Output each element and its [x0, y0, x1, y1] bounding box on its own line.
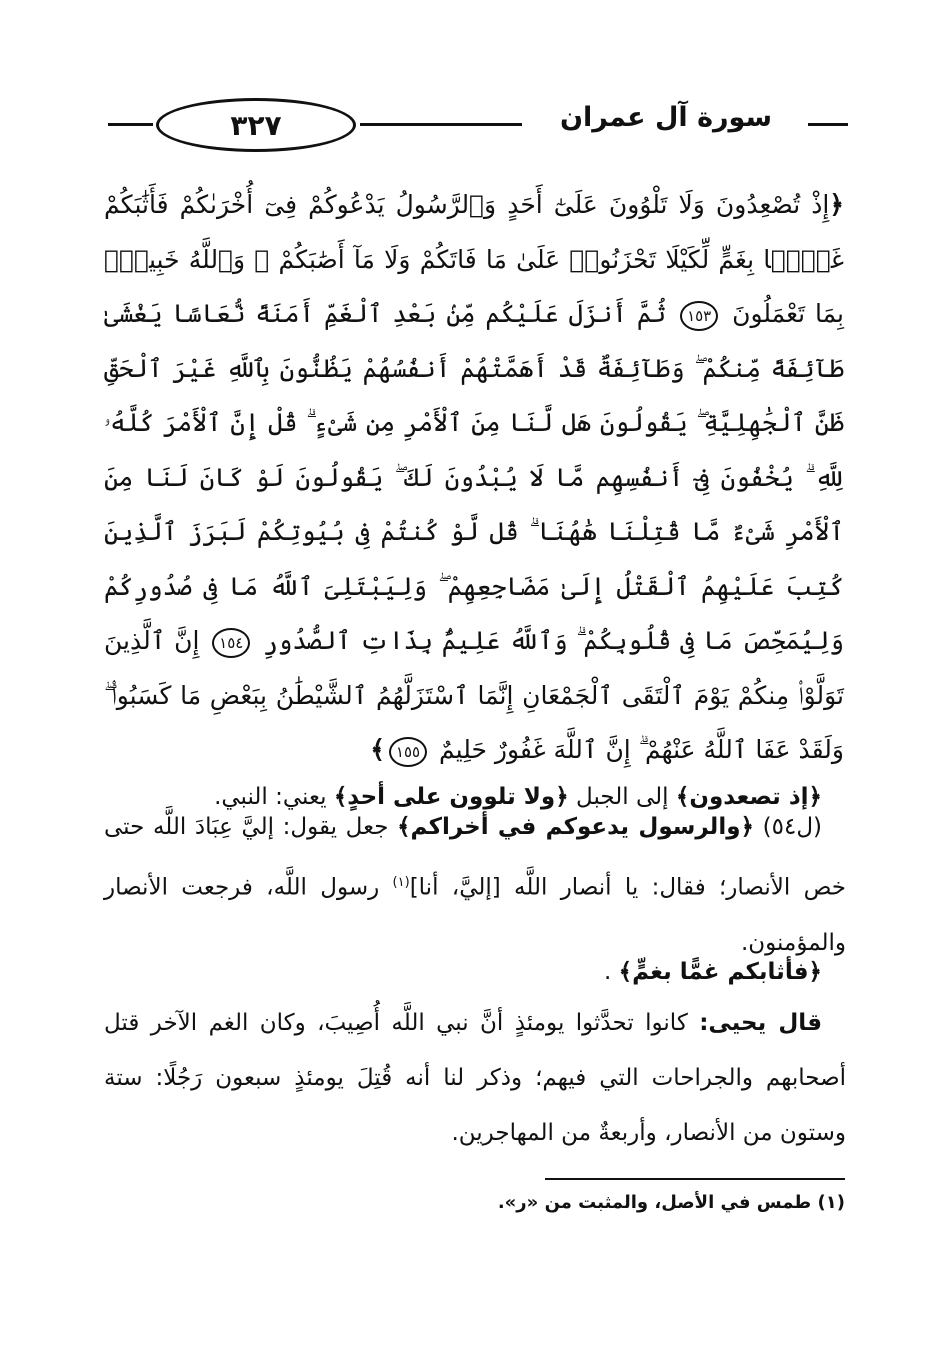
header-rule-right: [808, 123, 848, 126]
page-number: ٣٢٧: [156, 98, 356, 152]
page-header: [108, 92, 848, 162]
commentary-text: يعني: النبي.: [214, 784, 327, 810]
speaker-label: قال يحيى:: [699, 1010, 823, 1036]
commentary-text: جعل يقول: إليَّ عِبَادَ اللَّه حتى خص الأنصار؛ فقال: يا أنصار اللَّه [إليَّ، أنا]: [104, 814, 846, 901]
ayah-marker-153: ١٥٣: [680, 301, 718, 331]
footnote: [440, 1188, 845, 1218]
ayah-marker-154: ١٥٤: [212, 628, 250, 658]
commentary-text: إلى الجبل: [576, 784, 669, 810]
verse-155-text: إِنَّ ٱلَّذِينَ تَوَلَّوْا۟ مِنكُمْ يَوْمَ ٱلْتَقَى ٱلْجَمْعَانِ إِنَّمَا ٱسْتَزَلَّهُمُ ٱلشَّيْطَٰنُ بِبَعْضِ مَا كَسَبُوا۟ ۖ وَلَقَدْ عَفَا ٱللَّهُ عَنْهُمْ ۗ إِنَّ ٱللَّهَ غَفُورٌ حَلِيمٌ: [104, 626, 844, 764]
manuscript-reference: (ل٥٤): [762, 814, 823, 840]
quote-faathabakum: فأثابكم غمًّا بغمٍّ: [632, 959, 809, 985]
quran-verses: [104, 178, 844, 778]
footnote-text: طمس في الأصل، والمثبت من «ر».: [497, 1192, 812, 1213]
footnote-divider: [545, 1178, 845, 1180]
verse-153-text: إِذْ تُصْعِدُونَ وَلَا تَلْوُونَ عَلَىٰٓ أَحَدٍ وَٱلرَّسُولُ يَدْعُوكُمْ فِىٓ أُخْرَىٰكُمْ فَأَثَٰبَكُمْ غَمًّۢا بِغَمٍّ لِّكَيْلَا تَحْزَنُوا۟ عَلَىٰ مَا فَاتَكُمْ وَلَا مَآ أَصَٰبَكُمْ ۗ وَٱللَّهُ خَبِيرٌۢ بِمَا تَعْمَلُونَ: [104, 190, 844, 328]
commentary-paragraph-1: ﴿إذ تصعدون﴾ إلى الجبل ﴿ولا تلوون على أحدٍ﴾ يعني: النبي.: [214, 784, 822, 810]
quote-walrasul: والرسول يدعوكم في أخراكم: [410, 814, 741, 840]
commentary-paragraph-2: (ل٥٤) ﴿والرسول يدعوكم في أخراكم﴾ جعل يقول: إليَّ عِبَادَ اللَّه حتى خص الأنصار؛ فقال: يا أنصار اللَّه [إليَّ، أنا]$^{(١)}$ رسول اللَّه، فرجعت الأنصار والمؤمنون.: [104, 814, 846, 956]
close-bracket: ﴾: [370, 735, 385, 764]
footnote-reference: (١): [392, 875, 410, 890]
quote-idh-tusidun: إذ تصعدون: [689, 784, 809, 810]
surah-title: سورة آل عمران: [559, 102, 773, 133]
open-bracket: ﴿: [829, 190, 844, 219]
header-rule-left: [108, 123, 153, 126]
verse-154-text: ثُمَّ أَنزَلَ عَلَيْكُم مِّنۢ بَعْدِ ٱلْغَمِّ أَمَنَةً نُّعَاسًا يَغْشَىٰ طَآئِفَةً مِّنكُمْ ۖ وَطَآئِفَةٌ قَدْ أَهَمَّتْهُمْ أَنفُسُهُمْ يَظُنُّونَ بِٱللَّهِ غَيْرَ ٱلْحَقِّ ظَنَّ ٱلْجَٰهِلِيَّةِ ۖ يَقُولُونَ هَل لَّنَا مِنَ ٱلْأَمْرِ مِن شَىْءٍ ۗ قُلْ إِنَّ ٱلْأَمْرَ كُلَّهُۥ لِلَّهِ ۗ يُخْفُونَ فِىٓ أَنفُسِهِم مَّا لَا يُبْدُونَ لَكَ ۖ يَقُولُونَ لَوْ كَانَ لَنَا مِنَ ٱلْأَمْرِ شَىْءٌ مَّا قُتِلْنَا هَٰهُنَا ۗ قُل لَّوْ كُنتُمْ فِى بُيُوتِكُمْ لَبَرَزَ ٱلَّذِينَ كُتِبَ عَلَيْهِمُ ٱلْقَتْلُ إِلَىٰ مَضَاجِعِهِمْ ۖ وَلِيَبْتَلِىَ ٱللَّهُ مَا فِى صُدُورِكُمْ وَلِيُمَحِّصَ مَا فِى قُلُوبِكُمْ ۗ وَٱللَّهُ عَلِيمٌۢ بِذَاتِ ٱلصُّدُورِ: [104, 299, 844, 655]
ayah-marker-155: ١٥٥: [389, 737, 427, 767]
commentary-paragraph-4: [104, 996, 846, 1161]
footnote-marker: (١): [817, 1192, 845, 1213]
quote-wala-talwun: ولا تلوون على أحدٍ: [347, 784, 556, 810]
header-rule-middle: [360, 123, 522, 126]
commentary-text: .: [603, 959, 612, 985]
commentary-text: كانوا تحدَّثوا يومئذٍ أنَّ نبي اللَّه أُصِيبَ، وكان الغم الآخر قتل أصحابهم والجراحات التي فيهم؛ وذكر لنا أنه قُتِلَ يومئذٍ سبعون رَجُلًا: ستة وستون من الأنصار، وأربعةٌ من المهاجرين.: [104, 1010, 846, 1146]
commentary-paragraph-3: ﴿فأثابكم غمًّا بغمٍّ﴾ .: [603, 959, 822, 985]
commentary-text: رسول اللَّه، فرجعت الأنصار والمؤمنون.: [104, 874, 846, 956]
